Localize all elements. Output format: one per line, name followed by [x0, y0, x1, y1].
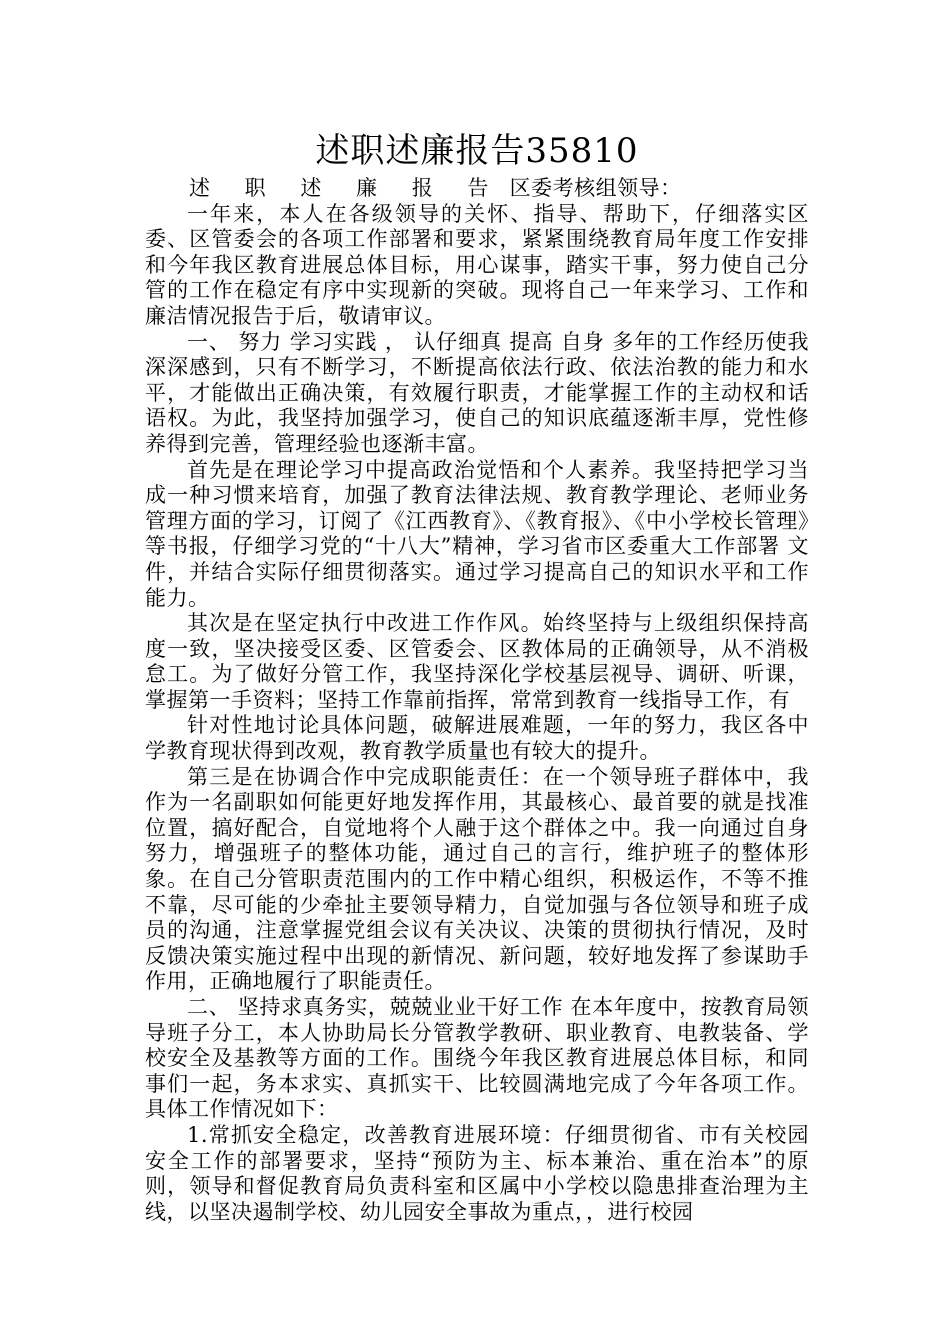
- paragraph-coordination: 第三是在协调合作中完成职能责任：在一个领导班子群体中，我作为一名副职如何能更好地发挥作用，其最核心、最首要的就是找准位置，搞好配合，自觉地将个人融于这个群体之中。我一向通过自身努力，增强班子的整体功能，通过自己的言行，维护班子的整体形象。在自己分管职责范围内的工作中精心组织，积极运作，不等不推不靠，尽可能的少牵扯主要领导精力，自觉加强与各位领导和班子成员的沟通，注意掌握党组会议有关决议、决策的贯彻执行情况，及时反馈决策实施过程中出现的新情况、新问题，较好地发挥了参谋助手作用，正确地履行了职能责任。: [145, 764, 809, 994]
- salutation-line: [145, 176, 809, 202]
- paragraph-section-1: 一、 努力 学习实践 ， 认仔细真 提高 自身 多年的工作经历使我深深感到，只有不断学习，不断提高依法行政、依法治教的能力和水平，才能做出正确决策，有效履行职责，才能掌握工作的主动权和话语权。为此，我坚持加强学习，使自己的知识底蕴逐渐丰厚，党性修养得到完善，管理经验也逐渐丰富。: [145, 329, 809, 456]
- paragraph-section-2: 二、 坚持求真务实，兢兢业业干好工作 在本年度中，按教育局领导班子分工，本人协助局长分管教学教研、职业教育、电教装备、学校安全及基教等方面的工作。围绕今年我区教育进展总体目标，和同事们一起，务本求实、真抓实干、比较圆满地完成了今年各项工作。具体工作情况如下：: [145, 995, 809, 1122]
- paragraph-safety: 1.常抓安全稳定，改善教育进展环境：仔细贯彻省、市有关校园安全工作的部署要求，坚持“预防为主、标本兼治、重在治本”的原则，领导和督促教育局负责科室和区属中小学校以隐患排查治理为主线，以坚决遏制学校、幼儿园安全事故为重点，，进行校园: [145, 1122, 809, 1224]
- paragraph-work-style: 其次是在坚定执行中改进工作作风。始终坚持与上级组织保持高度一致，坚决接受区委、区管委会、区教体局的正确领导，从不消极怠工。为了做好分管工作，我坚持深化学校基层视导、调研、听课，掌握第一手资料；坚持工作靠前指挥，常常到教育一线指导工作，有: [145, 611, 809, 712]
- paragraph-work-style-cont: 针对性地讨论具体问题，破解进展难题，一年的努力，我区各中学教育现状得到改观，教育教学质量也有较大的提升。: [145, 713, 809, 764]
- paragraph-intro: 一年来，本人在各级领导的关怀、指导、帮助下，仔细落实区委、区管委会的各项工作部署和要求，紧紧围绕教育局年度工作安排和今年我区教育进展总体目标，用心谋事，踏实干事，努力使自己分管的工作在稳定有序中实现新的突破。现将自己一年来学习、工作和廉洁情况报告于后，敬请审议。: [145, 201, 809, 328]
- paragraph-theory-study: 首先是在理论学习中提高政治觉悟和个人素养。我坚持把学习当成一种习惯来培育，加强了教育法律法规、教育教学理论、老师业务管理方面的学习，订阅了《江西教育》、《教育报》、《中小学校长管理》等书报，仔细学习党的“十八大”精神，学习省市区委重大工作部署 文件，并结合实际仔细贯彻落实。通过学习提高自己的知识水平和工作能力。: [145, 457, 809, 610]
- document-title: 述职述廉报告35810: [315, 131, 639, 171]
- document-page: [145, 128, 809, 1225]
- salutation-to: 区委考核组领导：: [509, 176, 682, 200]
- salutation-heading: 述 职 述 廉 报 告: [189, 176, 503, 200]
